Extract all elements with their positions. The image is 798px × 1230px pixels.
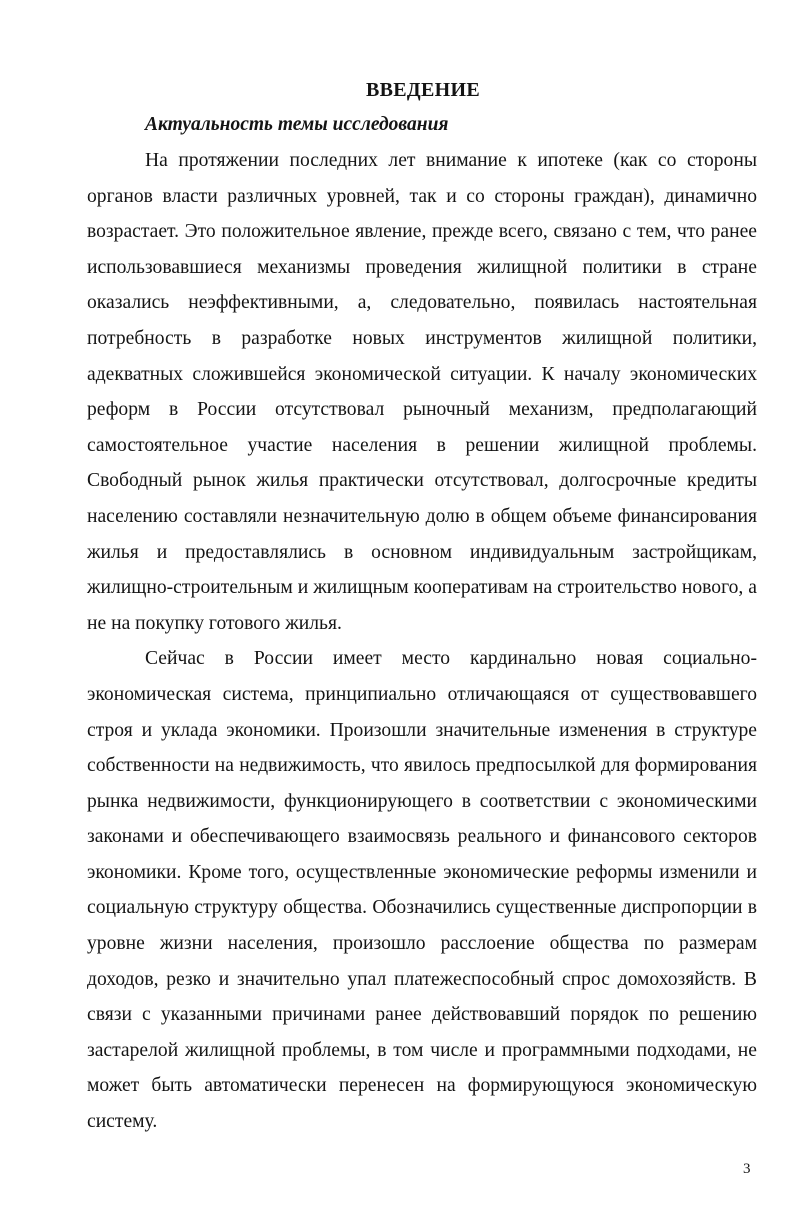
page-number: 3 bbox=[743, 1161, 751, 1177]
section-subtitle: Актуальность темы исследования bbox=[145, 114, 449, 135]
page-body bbox=[87, 73, 757, 1140]
page-title: ВВЕДЕНИЕ bbox=[366, 79, 480, 101]
paragraph-1: На протяжении последних лет внимание к ипотеке (как со стороны органов власти различных уровней, так и со стороны граждан), динамично возрастает. Это положительное явление, прежде всего, связано с тем, что ранее использовавшиеся механизмы проведения жилищной политики в стране оказались неэффективными, а, следовательно, появилась настоятельная потребность в разработке новых инструментов жилищной политики, адекватных сложившейся экономической ситуации. К началу экономических реформ в России отсутствовал рыночный механизм, предполагающий самостоятельное участие населения в решении жилищной проблемы. Свободный рынок жилья практически отсутствовал, долгосрочные кредиты населению составляли незначительную долю в общем объеме финансирования жилья и предоставлялись в основном индивидуальным застройщикам, жилищно-строительным и жилищным кооперативам на строительство нового, а не на покупку готового жилья. bbox=[87, 150, 757, 634]
paragraph-2: Сейчас в России имеет место кардинально новая социально-экономическая система, принципиально отличающаяся от существовавшего строя и уклада экономики. Произошли значительные изменения в структуре собственности на недвижимость, что явилось предпосылкой для формирования рынка недвижимости, функционирующего в соответствии с экономическими законами и обеспечивающего взаимосвязь реального и финансового секторов экономики. Кроме того, осуществленные экономические реформы изменили и социальную структуру общества. Обозначились существенные диспропорции в уровне жизни населения, произошло расслоение общества по размерам доходов, резко и значительно упал платежеспособный спрос домохозяйств. В связи с указанными причинами ранее действовавший порядок по решению застарелой жилищной проблемы, в том числе и программными подходами, не может быть автоматически перенесен на формирующуюся экономическую систему. bbox=[87, 648, 757, 1133]
